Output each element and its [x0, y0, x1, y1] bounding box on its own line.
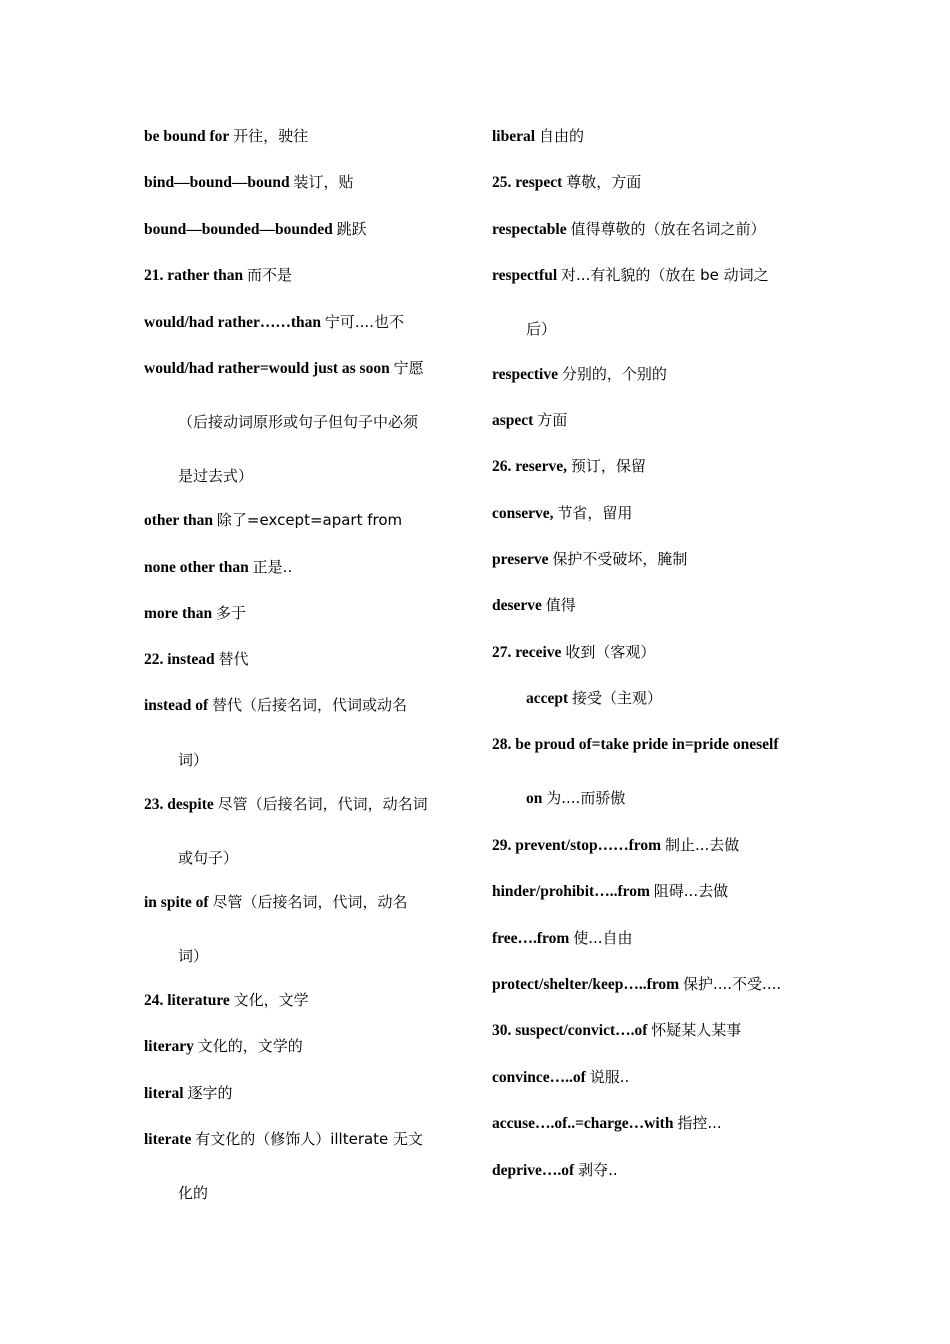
vocab-entry [492, 1020, 741, 1041]
entry-meaning: 值得尊敬的（放在名词之前） [570, 220, 766, 238]
entry-meaning: 是过去式） [178, 467, 254, 485]
entry-meaning: 节省，留用 [557, 504, 633, 522]
entry-term: would/had rather……than [144, 314, 321, 331]
vocab-entry [144, 1083, 232, 1104]
entry-term: instead of [144, 697, 209, 714]
entry-term: 30. suspect/convict….of [492, 1022, 648, 1039]
entry-meaning: 或句子） [178, 849, 239, 867]
entry-meaning: 保护不受破坏，腌制 [552, 550, 688, 568]
entry-term: 24. literature [144, 992, 230, 1009]
entry-meaning: 替代 [218, 650, 249, 668]
vocab-entry [492, 642, 655, 663]
entry-meaning: 阻碍...去做 [653, 882, 729, 900]
entry-meaning: 使...自由 [573, 929, 633, 947]
vocab-entry [144, 603, 246, 624]
entry-meaning: 自由的 [538, 127, 584, 145]
vocab-entry [492, 1113, 722, 1134]
entry-meaning: 尊敬，方面 [566, 173, 642, 191]
entry-term: be bound for [144, 128, 230, 145]
entry-term: literate [144, 1131, 192, 1148]
entry-meaning: 保护....不受.... [682, 975, 782, 993]
entry-meaning: 化的 [178, 1184, 209, 1202]
entry-term: 22. instead [144, 651, 215, 668]
vocab-continuation [526, 319, 556, 340]
entry-meaning: 分别的，个别的 [561, 365, 667, 383]
vocab-entry [144, 126, 308, 147]
vocab-entry [492, 456, 646, 477]
vocab-entry [492, 265, 769, 286]
entry-term: preserve [492, 551, 549, 568]
vocab-entry [492, 410, 567, 431]
vocab-continuation [178, 946, 208, 967]
entry-term: none other than [144, 559, 249, 576]
entry-term: respectful [492, 267, 558, 284]
entry-meaning: 装订，贴 [293, 173, 354, 191]
entry-meaning: 方面 [537, 411, 568, 429]
entry-term: deserve [492, 597, 542, 614]
vocab-entry [526, 688, 662, 709]
entry-meaning: 词） [178, 947, 209, 965]
vocab-continuation [178, 466, 253, 487]
entry-meaning: 后） [526, 320, 557, 338]
entry-meaning: 怀疑某人某事 [651, 1021, 742, 1039]
vocab-entry [144, 1036, 303, 1057]
entry-term: 25. respect [492, 174, 563, 191]
entry-term: respectable [492, 221, 567, 238]
vocab-entry [492, 503, 632, 524]
entry-meaning: 跳跃 [336, 220, 367, 238]
entry-term: liberal [492, 128, 536, 145]
entry-term: hinder/prohibit…..from [492, 883, 650, 900]
entry-meaning: 有文化的（修饰人）illterate 无文 [195, 1130, 424, 1148]
entry-term: bind—bound—bound [144, 174, 290, 191]
entry-meaning: 对...有礼貌的（放在 be 动词之 [561, 266, 769, 284]
entry-meaning: 而不是 [247, 266, 293, 284]
vocab-entry [492, 881, 728, 902]
entry-term: more than [144, 605, 213, 622]
entry-term: protect/shelter/keep…..from [492, 976, 680, 993]
vocab-entry [144, 649, 249, 670]
entry-meaning: 收到（客观） [565, 643, 656, 661]
entry-meaning: 预订，保留 [570, 457, 646, 475]
vocab-entry [492, 1067, 629, 1088]
entry-meaning: 宁可....也不 [324, 313, 404, 331]
entry-meaning: 尽管（后接名词，代词，动名 [212, 893, 408, 911]
entry-term: 27. receive [492, 644, 562, 661]
entry-term: literal [144, 1085, 184, 1102]
vocab-continuation [178, 1183, 208, 1204]
entry-term: accuse….of..=charge…with [492, 1115, 674, 1132]
vocab-continuation [178, 412, 418, 433]
vocab-entry [144, 990, 309, 1011]
entry-meaning: 多于 [216, 604, 247, 622]
entry-term: convince…..of [492, 1069, 586, 1086]
vocab-continuation [526, 788, 625, 809]
entry-meaning: 逐字的 [187, 1084, 233, 1102]
vocab-entry [144, 172, 354, 193]
entry-meaning: 为....而骄傲 [546, 789, 626, 807]
vocab-entry [492, 549, 687, 570]
vocab-entry [492, 126, 584, 147]
entry-meaning: 值得 [545, 596, 576, 614]
entry-term: accept [526, 690, 569, 707]
vocab-entry [492, 172, 641, 193]
entry-term: 29. prevent/stop……from [492, 837, 662, 854]
entry-meaning: 开往，驶往 [233, 127, 309, 145]
entry-meaning: 文化，文学 [233, 991, 309, 1009]
vocab-continuation [178, 750, 208, 771]
entry-term: bound—bounded—bounded [144, 221, 333, 238]
entry-term: in spite of [144, 894, 209, 911]
vocab-continuation [178, 848, 238, 869]
entry-meaning: 说服.. [589, 1068, 630, 1086]
vocab-entry [492, 928, 633, 949]
vocab-entry [492, 219, 766, 240]
entry-term: respective [492, 366, 558, 383]
vocab-entry [492, 835, 739, 856]
vocab-entry [144, 358, 424, 379]
entry-term: 28. be proud of=take pride in=pride oneself [492, 736, 779, 753]
vocab-entry [492, 595, 576, 616]
entry-meaning: 除了=except=apart from [216, 511, 403, 529]
vocab-entry [144, 892, 407, 913]
vocab-entry [144, 557, 292, 578]
entry-meaning: （后接动词原形或句子但句子中必须 [178, 413, 419, 431]
entry-meaning: 接受（主观） [572, 689, 663, 707]
entry-term: 23. despite [144, 796, 214, 813]
entry-meaning: 词） [178, 751, 209, 769]
vocab-entry [144, 265, 292, 286]
vocab-entry [492, 974, 781, 995]
entry-meaning: 指控... [677, 1114, 722, 1132]
entry-term: literary [144, 1038, 194, 1055]
vocab-entry [492, 1160, 618, 1181]
entry-term: deprive….of [492, 1162, 575, 1179]
entry-term: free….from [492, 930, 570, 947]
entry-term: conserve, [492, 505, 554, 522]
vocab-entry [492, 735, 779, 755]
vocab-entry [144, 695, 407, 716]
vocab-entry [144, 1129, 423, 1150]
entry-meaning: 尽管（后接名词，代词，动名词 [217, 795, 428, 813]
entry-meaning: 剥夺.. [578, 1161, 618, 1179]
vocab-entry [144, 794, 428, 815]
entry-term: would/had rather=would just as soon [144, 360, 390, 377]
entry-meaning: 制止...去做 [664, 836, 740, 854]
entry-term: on [526, 790, 543, 807]
vocab-entry [144, 510, 402, 531]
vocab-entry [492, 364, 667, 385]
entry-term: other than [144, 512, 214, 529]
entry-term: 26. reserve, [492, 458, 568, 475]
entry-term: aspect [492, 412, 534, 429]
vocab-entry [144, 219, 367, 240]
vocab-entry [144, 312, 404, 333]
entry-meaning: 替代（后接名词，代词或动名 [212, 696, 408, 714]
entry-meaning: 正是.. [252, 558, 293, 576]
entry-meaning: 文化的，文学的 [197, 1037, 303, 1055]
entry-meaning: 宁愿 [393, 359, 424, 377]
entry-term: 21. rather than [144, 267, 244, 284]
